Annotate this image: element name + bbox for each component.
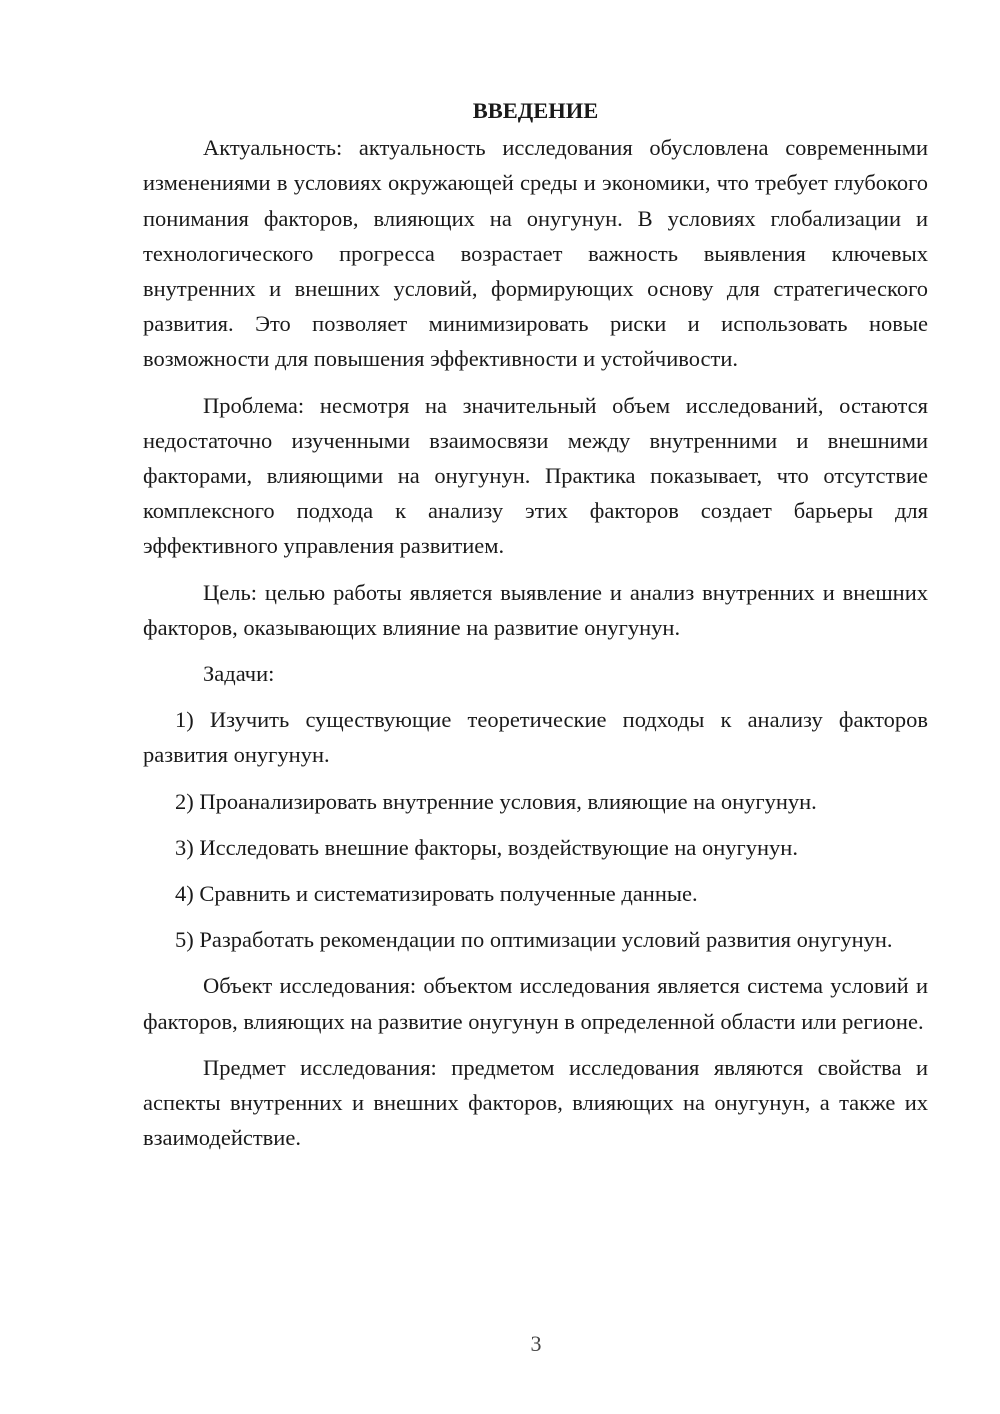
task-item: 5) Разработать рекомендации по оптимизации условий развития онугунун. xyxy=(175,927,893,953)
tasks-label: Задачи: xyxy=(203,661,275,687)
task-item: 4) Сравнить и систематизировать полученные данные. xyxy=(175,881,698,907)
task-item: 2) Проанализировать внутренние условия, влияющие на онугунун. xyxy=(175,788,817,814)
section-title: ВВЕДЕНИЕ xyxy=(472,98,599,123)
task-item: 1) Изучить существующие теоретические подходы к анализу факторов развития онугунун. xyxy=(143,707,928,768)
page-content xyxy=(143,93,928,1166)
relevance-paragraph: Актуальность: актуальность исследования обусловлена современными изменениями в условиях окружающей среды и экономики, что требует глубокого понимания факторов, влияющих на онугунун. В условиях глобализации и технологического прогресса возрастает важность выявления ключевых внутренних и внешних условий, формирующих основу для стратегического развития. Это позволяет минимизировать риски и использовать новые возможности для повышения эффективности и устойчивости. xyxy=(143,135,928,372)
task-item: 3) Исследовать внешние факторы, воздействующие на онугунун. xyxy=(175,834,798,860)
goal-paragraph: Цель: целью работы является выявление и анализ внутренних и внешних факторов, оказывающих влияние на развитие онугунун. xyxy=(143,579,928,640)
subject-paragraph: Предмет исследования: предметом исследования являются свойства и аспекты внутренних и внешних факторов, влияющих на онугунун, а также их взаимодействие. xyxy=(143,1054,928,1151)
page-number: 3 xyxy=(530,1331,542,1356)
object-paragraph: Объект исследования: объектом исследования является система условий и факторов, влияющих на развитие онугунун в определенной области или регионе. xyxy=(143,973,928,1034)
problem-paragraph: Проблема: несмотря на значительный объем исследований, остаются недостаточно изученными взаимосвязи между внутренними и внешними факторами, влияющими на онугунун. Практика показывает, что отсутствие комплексного подхода к анализу этих факторов создает барьеры для эффективного управления развитием. xyxy=(143,392,928,559)
